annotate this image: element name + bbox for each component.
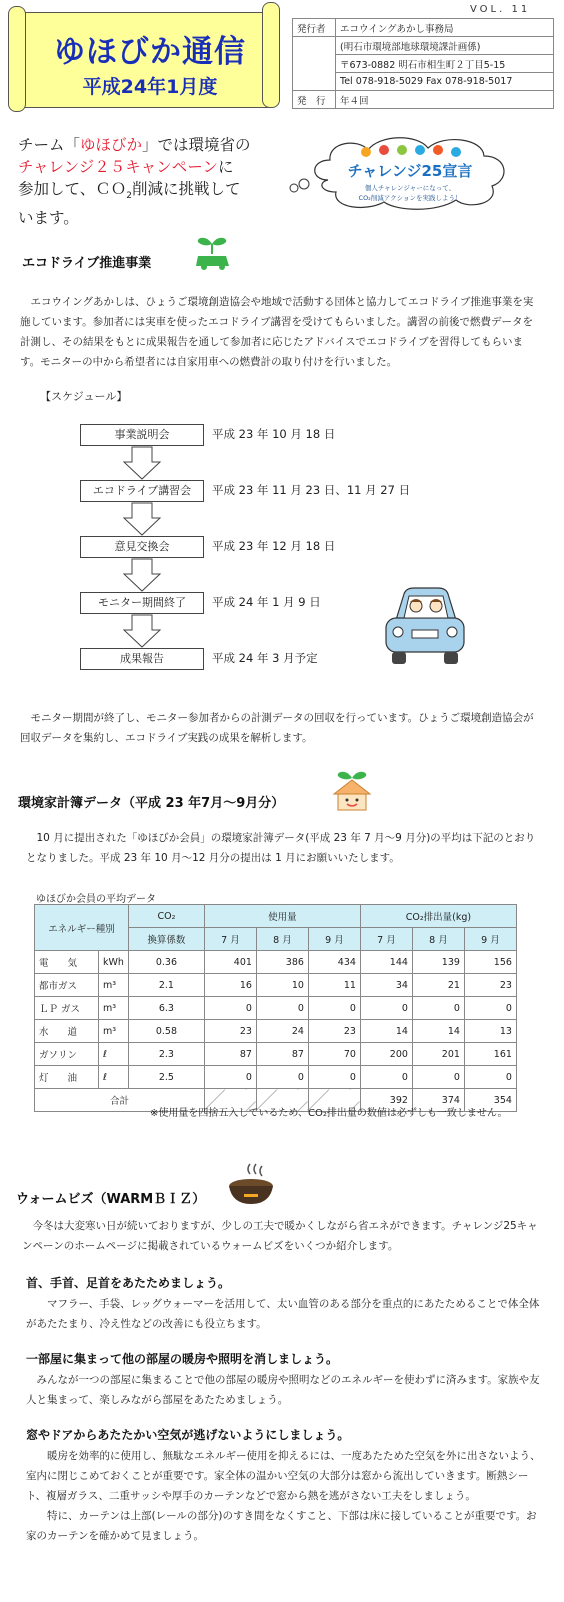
- coef-value: 2.5: [128, 1066, 204, 1089]
- co2-aug: 201: [412, 1043, 464, 1066]
- energy-unit: m³: [99, 997, 129, 1020]
- header-usage: 使用量: [204, 905, 360, 928]
- co2-aug: 14: [412, 1020, 464, 1043]
- newsletter-issue: 平成24年1月度: [82, 76, 218, 98]
- kakeibo-body: 10 月に提出された「ゆほびか会員」の環境家計簿データ(平成 23 年 7 月～9 月分)の平均は下記のとおりとなりました。平成 23 年 10 月～12 月分の提出は 1 月にお願いいたします。: [26, 832, 536, 864]
- co2-jul: 200: [360, 1043, 412, 1066]
- publisher-tel: Tel 078-918-5029 Fax 078-918-5017: [336, 73, 554, 91]
- energy-unit: kWh: [99, 951, 129, 974]
- publisher-name: エコウイングあかし事務局: [336, 19, 554, 37]
- usage-aug: 0: [256, 997, 308, 1020]
- usage-aug: 87: [256, 1043, 308, 1066]
- down-arrow-icon: [122, 502, 162, 536]
- table-row: [35, 997, 517, 1020]
- table-row: [35, 1066, 517, 1089]
- usage-aug: 0: [256, 1066, 308, 1089]
- schedule-date: 平成 23 年 11 月 23 日、11 月 27 日: [212, 483, 411, 497]
- publisher-address: 〒673-0882 明石市相生町２丁目5-15: [336, 55, 554, 73]
- header-usage-jul: 7 月: [204, 928, 256, 951]
- co2-jul: 34: [360, 974, 412, 997]
- usage-aug: 386: [256, 951, 308, 974]
- schedule-date: 平成 24 年 3 月予定: [212, 651, 318, 665]
- eco-car-icon: [192, 232, 232, 272]
- schedule-step: 意見交換会: [80, 536, 204, 558]
- schedule-step: 成果報告: [80, 648, 204, 670]
- ecodrive-closing: モニター期間が終了し、モニター参加者からの計測データの回収を行っています。ひょうご環境創造協会が回収データを集約し、エコドライブ実践の成果を解析します。: [20, 712, 534, 744]
- intro-text: チーム「ゆほびか」では環境省の チャレンジ２５キャンペーンに 参加して、ＣＯ$_2$削減に挑戦して います。: [18, 136, 251, 228]
- energy-name: ＬＰ ガス: [35, 997, 99, 1020]
- energy-name: 灯 油: [35, 1066, 99, 1089]
- warmbiz-heading: ウォームビズ（WARMＢＩＺ）: [16, 1192, 206, 1207]
- issue-label: 発 行: [293, 91, 336, 109]
- co2-aug: 0: [412, 1066, 464, 1089]
- co2-sep: 161: [464, 1043, 516, 1066]
- usage-aug: 24: [256, 1020, 308, 1043]
- svg-text:チャレンジ25宣言: チャレンジ25宣言: [347, 162, 473, 180]
- header-energy: エネルギー種別: [35, 905, 129, 951]
- co2-jul: 0: [360, 1066, 412, 1089]
- challenge25-cloud: [288, 130, 516, 212]
- usage-jul: 23: [204, 1020, 256, 1043]
- energy-unit: ℓ: [99, 1043, 129, 1066]
- usage-sep: 23: [308, 1020, 360, 1043]
- co2-jul: 144: [360, 951, 412, 974]
- schedule-step: エコドライブ講習会: [80, 480, 204, 502]
- co2-sep: 0: [464, 997, 516, 1020]
- header-co2-aug: 8 月: [412, 928, 464, 951]
- table-row: [35, 951, 517, 974]
- energy-name: 水 道: [35, 1020, 99, 1043]
- down-arrow-icon: [122, 614, 162, 648]
- usage-jul: 87: [204, 1043, 256, 1066]
- warmbiz-body: 今冬は大変寒い日が続いておりますが、少しの工夫で暖かくしながら省エネができます。チャレンジ25キャンペーンのホームページに掲載されているウォームビズをいくつか紹介します。: [22, 1220, 538, 1252]
- coef-value: 2.3: [128, 1043, 204, 1066]
- energy-name: 都市ガス: [35, 974, 99, 997]
- tip-body-1: マフラー、手袋、レッグウォーマーを活用して、太い血管のある部分を重点的にあたためることで体全体があたたまり、冷え性などの改善にも役立ちます。: [26, 1298, 540, 1330]
- co2-aug: 21: [412, 974, 464, 997]
- table-note: ※使用量を四捨五入しているため、CO₂排出量の数値は必ずしも一致しません。: [150, 1108, 508, 1119]
- header-usage-sep: 9 月: [308, 928, 360, 951]
- total-label: 合計: [35, 1089, 205, 1112]
- hotpot-icon: [226, 1160, 276, 1208]
- usage-sep: 434: [308, 951, 360, 974]
- header-usage-aug: 8 月: [256, 928, 308, 951]
- usage-jul: 16: [204, 974, 256, 997]
- schedule-label: 【スケジュール】: [40, 390, 128, 403]
- schedule-step: モニター期間終了: [80, 592, 204, 614]
- co2-aug: 0: [412, 997, 464, 1020]
- publisher-dept: (明石市環境部地球環境課計画係): [336, 37, 554, 55]
- tip-body-2: みんなが一つの部屋に集まることで他の部屋の暖房や照明などのエネルギーを使わずに済みます。家族や友人と集まって、楽しみながら部屋をあたためましょう。: [26, 1374, 540, 1406]
- schedule-step: 事業説明会: [80, 424, 204, 446]
- total-aug: 374: [412, 1089, 464, 1112]
- schedule-date: 平成 23 年 12 月 18 日: [212, 539, 336, 553]
- energy-unit: m³: [99, 1020, 129, 1043]
- header-co2-jul: 7 月: [360, 928, 412, 951]
- table-row: [35, 1020, 517, 1043]
- total-sep: 354: [464, 1089, 516, 1112]
- co2-jul: 0: [360, 997, 412, 1020]
- table-row: [35, 1043, 517, 1066]
- co2-sep: 13: [464, 1020, 516, 1043]
- scroll-curl-left: [8, 6, 26, 112]
- schedule-date: 平成 24 年 1 月 9 日: [212, 595, 321, 609]
- publisher-table: [292, 18, 554, 109]
- table-caption: ゆほびか会員の平均データ: [36, 894, 156, 905]
- ecodrive-body: エコウイングあかしは、ひょうご環境創造協会や地域で活動する団体と協力してエコドライブ推進事業を実施しています。参加者には実車を使ったエコドライブ講習を受けてもらいました。講習の前後で燃費データを計測し、その結果をもとに成果報告を通して参加者に応じたアドバイスでエコドライブを習得してもらいます。モニターの中から希望者には自家用車への燃費計の取り付けを行いました。: [20, 296, 534, 368]
- coef-value: 0.36: [128, 951, 204, 974]
- coef-value: 2.1: [128, 974, 204, 997]
- usage-sep: 11: [308, 974, 360, 997]
- down-arrow-icon: [122, 558, 162, 592]
- scroll-curl-right: [262, 2, 280, 108]
- usage-jul: 0: [204, 1066, 256, 1089]
- car-illustration: [382, 580, 468, 672]
- tip-body-3: 暖房を効率的に使用し、無駄なエネルギー使用を抑えるには、一度あたためた空気を外に出さないよう、室内に閉じこめておくことが重要です。家全体の温かい空気の大部分は窓から流出していきます。断熱シート、複層ガラス、二重サッシや厚手のカーテンなどで窓から熱を逃がさない工夫をしましょう。 特に、カーテンは上部(レールの部分)のすき間をなくすこと、下部は床に接していることが重要です。お家のカーテンを確かめて見ましょう。: [26, 1450, 541, 1542]
- usage-jul: 0: [204, 997, 256, 1020]
- kakeibo-heading: 環境家計簿データ（平成 23 年7月～9月分）: [18, 796, 285, 811]
- tip-title-3: 窓やドアからあたたかい空気が逃げないようにしましょう。: [26, 1428, 350, 1442]
- publisher-label: 発行者: [293, 19, 336, 37]
- svg-text:個人チャレンジャーになって、: 個人チャレンジャーになって、: [364, 184, 456, 192]
- usage-sep: 0: [308, 1066, 360, 1089]
- down-arrow-icon: [122, 446, 162, 480]
- svg-text:CO₂削減アクションを実践しよう！: CO₂削減アクションを実践しよう！: [358, 194, 462, 202]
- energy-unit: m³: [99, 974, 129, 997]
- usage-sep: 0: [308, 997, 360, 1020]
- schedule-date: 平成 23 年 10 月 18 日: [212, 427, 336, 441]
- total-jul: 392: [360, 1089, 412, 1112]
- co2-sep: 23: [464, 974, 516, 997]
- ecodrive-heading: エコドライブ推進事業: [22, 256, 152, 271]
- table-row: [35, 974, 517, 997]
- eco-house-icon: [330, 768, 374, 812]
- usage-aug: 10: [256, 974, 308, 997]
- energy-name: 電 気: [35, 951, 99, 974]
- tip-title-1: 首、手首、足首をあたためましょう。: [26, 1276, 231, 1290]
- newsletter-title: ゆほびか通信: [54, 34, 246, 70]
- header-co2: CO₂排出量(kg): [360, 905, 516, 928]
- co2-aug: 139: [412, 951, 464, 974]
- energy-table: [34, 904, 517, 1112]
- energy-name: ガソリン: [35, 1043, 99, 1066]
- co2-jul: 14: [360, 1020, 412, 1043]
- co2-sep: 0: [464, 1066, 516, 1089]
- energy-unit: ℓ: [99, 1066, 129, 1089]
- header-coef: CO₂: [128, 905, 204, 928]
- usage-jul: 401: [204, 951, 256, 974]
- header-co2-sep: 9 月: [464, 928, 516, 951]
- volume-number: VOL. 11: [470, 4, 531, 15]
- tip-title-2: 一部屋に集まって他の部屋の暖房や照明を消しましょう。: [26, 1352, 339, 1366]
- coef-value: 6.3: [128, 997, 204, 1020]
- coef-value: 0.58: [128, 1020, 204, 1043]
- issue-frequency: 年４回: [336, 91, 554, 109]
- header-coef2: 換算係数: [128, 928, 204, 951]
- usage-sep: 70: [308, 1043, 360, 1066]
- co2-sep: 156: [464, 951, 516, 974]
